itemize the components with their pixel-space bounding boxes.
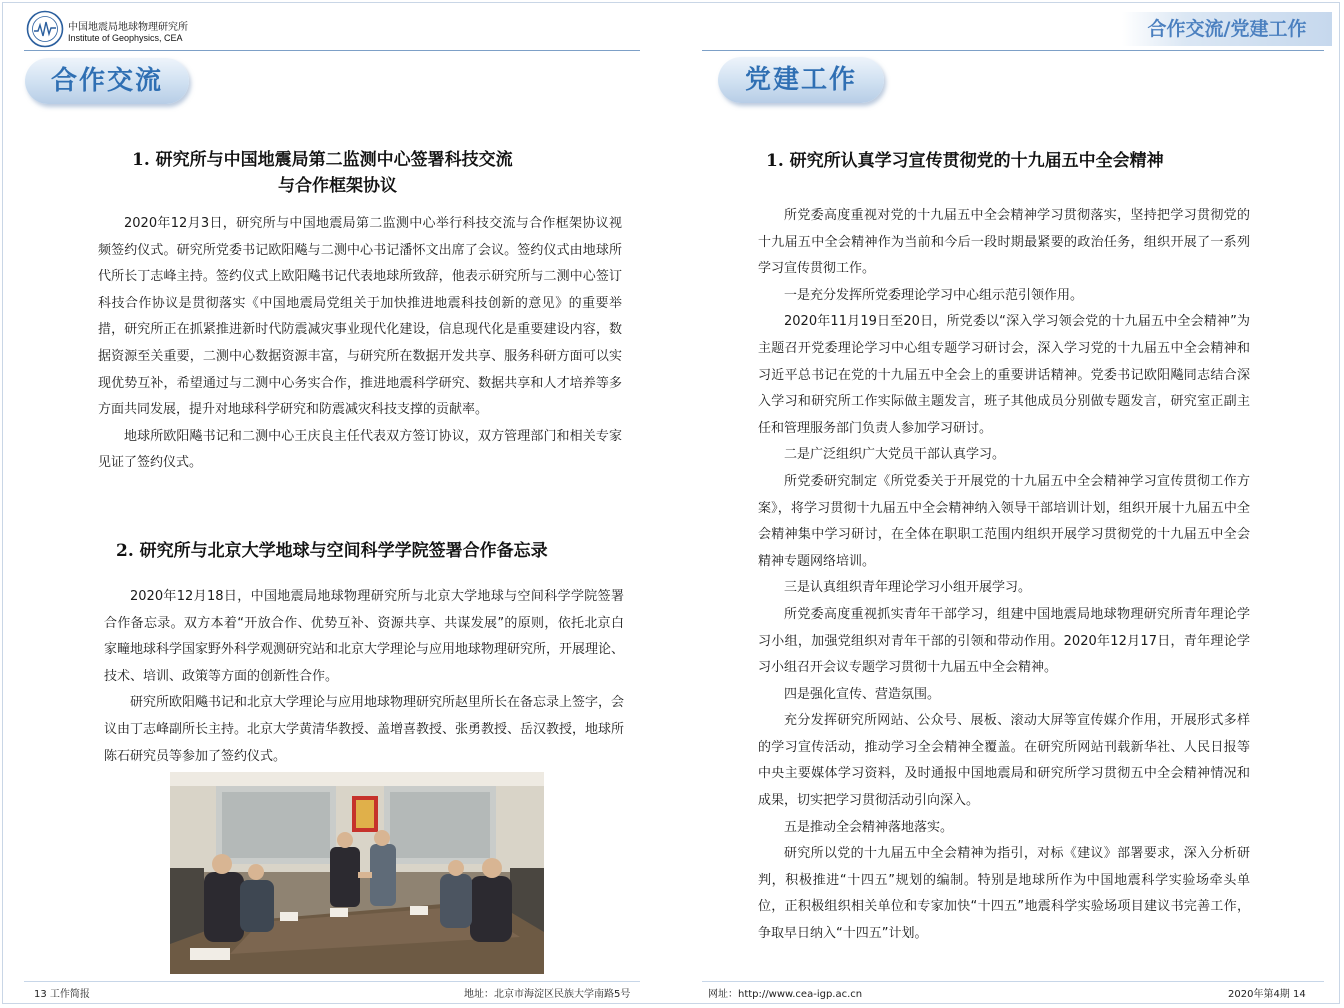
article-title: 1. 研究所认真学习宣传贯彻党的十九届五中全会精神 [766,151,1164,171]
paragraph: 二是广泛组织广大党员干部认真学习。 [784,447,1006,463]
footer-address: 地址：北京市海淀区民族大学南路5号 [464,989,631,1000]
article-body [98,211,622,477]
right-page [672,0,1344,1008]
org-name-en: Institute of Geophysics, CEA [68,33,183,43]
article-title: 1. 研究所与中国地震局第二监测中心签署科技交流 [132,150,513,170]
footer-page-label: 13 工作简报 [34,989,90,1000]
paragraph: 研究所欧阳飚书记和北京大学理论与应用地球物理研究所赵里所长在备忘录上签字，会议由丁志峰副所长主持。北京大学黄清华教授、盖增喜教授、张勇教授、岳汉教授，地球所陈石研究员等参加了签约仪式。 [104,695,625,764]
section-title-party-building: 党建工作 [718,57,884,103]
paragraph: 充分发挥研究所网站、公众号、展板、滚动大屏等宣传媒介作用，开展形式多样的学习宣传活动，推动学习全会精神全覆盖。在研究所网站刊载新华社、人民日报等中央主要媒体学习资料，及时通报中国地震局和研究所学习贯彻五中全会精神情况和成果，切实把学习贯彻活动引向深入。 [758,713,1250,809]
paragraph: 2020年12月3日，研究所与中国地震局第二监测中心举行科技交流与合作框架协议视频签约仪式。研究所党委书记欧阳飚与二测中心书记潘怀文出席了会议。签约仪式由地球所代所长丁志峰主持。签约仪式上欧阳飚书记代表地球所致辞，他表示研究所与二测中心签订科技合作协议是贯彻落实《中国地震局党组关于加快推进地震科技创新的意见》的重要举措，研究所正在抓紧推进新时代防震减灾事业现代化建设，信息现代化是重要建设内容，数据资源至关重要，二测中心数据资源丰富，与研究所在数据开发共享、服务科研方面可以实现优势互补，希望通过与二测中心务实合作，推进地震科学研究、数据共享和人才培养等多方面共同发展，提升对地球科学研究和防震减灾科技支撑的贡献率。 [98,216,622,418]
header-rule [24,50,640,51]
footer-website: 网址：http://www.cea-igp.ac.cn [708,989,863,1000]
paragraph: 三是认真组织青年理论学习小组开展学习。 [784,580,1032,596]
footer-rule [24,981,640,982]
header-rule [702,50,1324,51]
paragraph: 2020年12月18日，中国地震局地球物理研究所与北京大学地球与空间科学学院签署合作备忘录。双方本着“开放合作、优势互补、资源共享、共谋发展”的原则，依托北京白家疃地球科学国家野外科学观测研究站和北京大学理论与应用地球物理研究所，开展理论、技术、培训、政策等方面的创新性合作。 [104,589,625,684]
paragraph: 2020年11月19日至20日，所党委以“深入学习领会党的十九届五中全会精神”为主题召开党委理论学习中心组专题学习研讨会，深入学习党的十九届五中全会精神和习近平总书记在党的十九届五中全会上的重要讲话精神。党委书记欧阳飚同志结合深入学习和研究所工作实际做主题发言，班子其他成员分别做专题发言，研究室正副主任和管理服务部门负责人参加学习研讨。 [758,314,1250,436]
paragraph: 四是强化宣传、营造氛围。 [784,686,941,702]
section-title-cooperation: 合作交流 [25,58,189,104]
paragraph: 所党委高度重视对党的十九届五中全会精神学习贯彻落实，坚持把学习贯彻党的十九届五中全会精神作为当前和今后一段时期最紧要的政治任务，组织开展了一系列学习宣传贯彻工作。 [758,208,1250,277]
org-name-cn: 中国地震局地球物理研究所 [68,22,188,33]
paragraph: 地球所欧阳飚书记和二测中心王庆良主任代表双方签订协议，双方管理部门和相关专家见证了签约仪式。 [98,428,622,471]
footer-issue: 2020年第4期 14 [1228,989,1306,1000]
paragraph: 一是充分发挥所党委理论学习中心组示范引领作用。 [784,287,1084,303]
paragraph: 五是推动全会精神落地落实。 [784,819,954,835]
article-title-line2: 与合作框架协议 [278,176,397,196]
paragraph: 所党委高度重视抓实青年干部学习，组建中国地震局地球物理研究所青年理论学习小组，加强党组织对青年干部的引领和带动作用。2020年12月17日，青年理论学习小组召开会议专题学习贯彻十九届五中全会精神。 [758,606,1250,676]
header-corner-label: 合作交流/党建工作 [1122,12,1332,46]
article-body [758,203,1250,948]
paragraph: 所党委研究制定《所党委关于开展党的十九届五中全会精神学习宣传贯彻工作方案》，将学习贯彻十九届五中全会精神纳入领导干部培训计划，组织开展十九届五中全会精神集中学习研讨，在全体在职职工范围内组织开展学习贯彻党的十九届五中全会精神专题网络培训。 [758,473,1250,569]
institute-logo-icon [26,10,64,48]
signing-ceremony-photo [170,772,544,974]
paragraph: 研究所以党的十九届五中全会精神为指引，对标《建议》部署要求，深入分析研判，积极推进“十四五”规划的编制。特别是地球所作为中国地震科学实验场牵头单位，正积极组织相关单位和专家加快“十四五”地震科学实验场项目建议书完善工作，争取早日纳入“十四五”计划。 [758,846,1250,942]
article-title: 2. 研究所与北京大学地球与空间科学学院签署合作备忘录 [116,541,548,561]
article-body [104,584,624,770]
footer-rule [702,981,1324,982]
